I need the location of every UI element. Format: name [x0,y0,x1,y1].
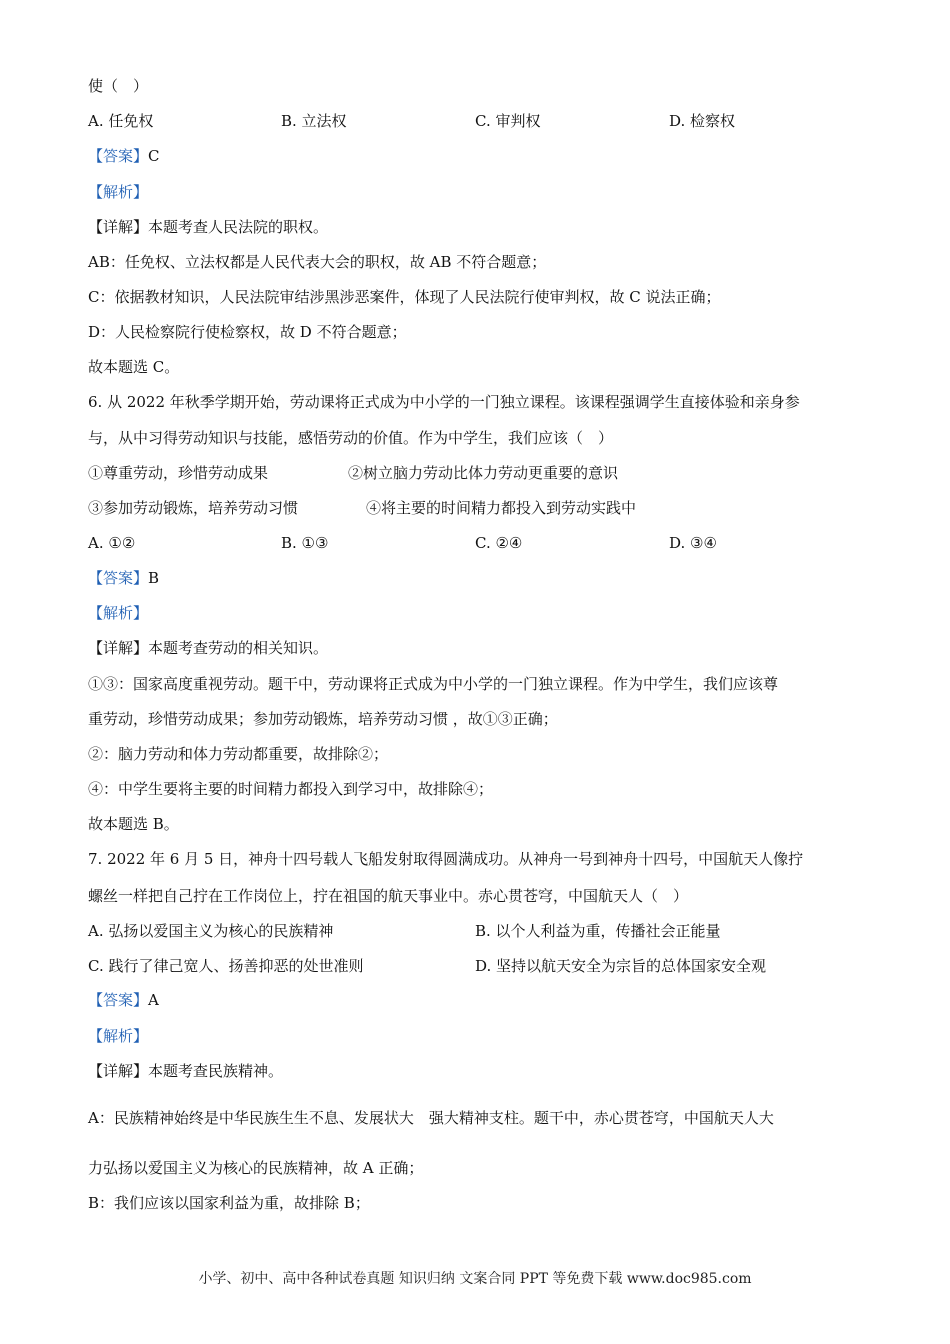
q5-line-4: 故本题选 C。 [88,358,180,376]
q6-item-4: ④将主要的时间精力都投入到劳动实践中 [366,499,637,517]
q7-option-b: B. 以个人利益为重，传播社会正能量 [475,922,721,940]
answer-value: C [148,147,160,165]
q6-detail [88,638,328,658]
page-footer: 小学、初中、高中各种试卷真题 知识归纳 文案合同 PPT 等免费下载 www.doc985.com [198,1271,752,1287]
q5-line-3: D：人民检察院行使检察权，故 D 不符合题意； [88,323,407,341]
detail-text: 本题考查人民法院的职权。 [148,218,329,236]
q6-item-1: ①尊重劳动，珍惜劳动成果 [88,464,269,482]
q7-detail [88,1061,283,1081]
q5-detail [88,217,328,237]
q6-item-3: ③参加劳动锻炼，培养劳动习惯 [88,499,299,517]
q6-option-c: C. ②④ [475,534,523,552]
q7-line-3: B：我们应该以国家利益为重，故排除 B； [88,1194,370,1212]
answer-value: B [148,569,160,587]
q6-option-a: A. ①② [88,534,136,552]
q6-option-d: D. ③④ [669,534,717,552]
q6-line-3: ②：脑力劳动和体力劳动都重要，故排除②； [88,745,389,763]
q7-stem-line-2: 螺丝一样把自己拧在工作岗位上，拧在祖国的航天事业中。赤心贯苍穹，中国航天人（ ） [88,887,689,905]
q7-stem-line-1: 7. 2022 年 6 月 5 日，神舟十四号载人飞船发射取得圆满成功。从神舟一号到神舟十四号，中国航天人像拧 [88,850,804,868]
q7-line-2: 力弘扬以爱国主义为核心的民族精神，故 A 正确； [88,1159,424,1177]
q6-line-4: ④：中学生要将主要的时间精力都投入到学习中，故排除④； [88,780,494,798]
q5-line-2: C：依据教材知识，人民法院审结涉黑涉恶案件，体现了人民法院行使审判权，故 C 说法正确； [88,288,721,306]
q5-option-c: C. 审判权 [475,112,541,130]
q7-line-1: A：民族精神始终是中华民族生生不息、发展状大 强大精神支柱。题干中，赤心贯苍穹，中国航天人大 [88,1109,774,1127]
q5-line-1: AB：任免权、立法权都是人民代表大会的职权，故 AB 不符合题意； [88,253,547,271]
q7-option-a: A. 弘扬以爱国主义为核心的民族精神 [88,922,334,940]
q7-option-c: C. 践行了律己宽人、扬善抑恶的处世准则 [88,957,364,975]
answer-tag: 【答案】 [88,569,149,587]
q6-item-2: ②树立脑力劳动比体力劳动更重要的意识 [348,464,619,482]
answer-value: A [148,991,159,1009]
detail-tag: 【详解】 [88,1062,149,1080]
q6-answer [88,568,159,588]
q6-analysis-tag: 【解析】 [88,604,149,622]
q6-stem-line-2: 与，从中习得劳动知识与技能，感悟劳动的价值。作为中学生，我们应该（ ） [88,429,614,447]
detail-text: 本题考查民族精神。 [148,1062,284,1080]
detail-tag: 【详解】 [88,639,149,657]
q5-stem-tail: 使（ ） [88,77,149,95]
q7-option-d: D. 坚持以航天安全为宗旨的总体国家安全观 [475,957,767,975]
q5-option-b: B. 立法权 [281,112,347,130]
q7-answer [88,990,159,1010]
q6-line-1: ①③：国家高度重视劳动。题干中，劳动课将正式成为中小学的一门独立课程。作为中学生，我们应该尊 [88,675,779,693]
q6-line-2: 重劳动，珍惜劳动成果；参加劳动锻炼，培养劳动习惯 ，故①③正确； [88,710,558,728]
q6-stem-line-1: 6. 从 2022 年秋季学期开始，劳动课将正式成为中小学的一门独立课程。该课程强调学生直接体验和亲身参 [88,393,800,411]
q5-option-d: D. 检察权 [669,112,736,130]
q7-analysis-tag: 【解析】 [88,1027,149,1045]
answer-tag: 【答案】 [88,991,149,1009]
detail-tag: 【详解】 [88,218,149,236]
q5-analysis-tag: 【解析】 [88,183,149,201]
q5-answer [88,146,160,166]
answer-tag: 【答案】 [88,147,149,165]
q6-option-b: B. ①③ [281,534,329,552]
q5-option-a: A. 任免权 [88,112,154,130]
q6-line-5: 故本题选 B。 [88,815,179,833]
detail-text: 本题考查劳动的相关知识。 [148,639,329,657]
